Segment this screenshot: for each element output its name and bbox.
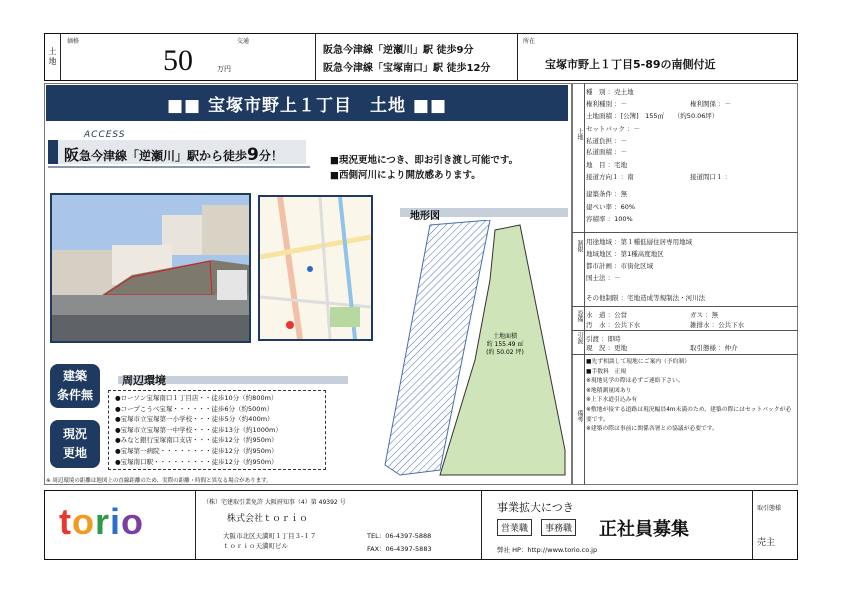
detail-row: 引渡 ：即時 (586, 335, 621, 343)
row-divider (572, 354, 798, 355)
detail-row: 水 道 ：公営 (586, 311, 628, 319)
environment-list (108, 390, 326, 470)
row-divider (572, 330, 798, 331)
detail-row: 都市計画 ：市街化区域 (586, 262, 654, 270)
tel: TEL：06-4397-5888 (367, 532, 432, 540)
detail-row: 種 別 ：売土地 (586, 88, 634, 96)
transport-line-1: 阪急今津線「逆瀬川」駅 徒歩9分 (323, 45, 474, 56)
detail-row: 用途地域 ：第１種低層住居専用地域 (586, 238, 693, 246)
building-badge-line2: 条件無 (56, 388, 93, 402)
detail-row: ガス ：無 (690, 311, 719, 319)
feature-2: ■西側河川により開放感あります。 (330, 170, 481, 181)
transport-line-2: 阪急今津線「宝塚南口」駅 徒歩12分 (323, 63, 491, 74)
vacant-badge-line1: 現況 (62, 426, 87, 441)
building-badge-line1: 建築 (62, 368, 87, 383)
company-name: 株式会社ｔｏｒｉｏ (227, 514, 309, 524)
site-photo (50, 193, 251, 343)
side-label-utility: 設備 (576, 310, 583, 322)
side-label-delivery: 引渡 (576, 332, 583, 344)
terrain-area-tsubo: (約 50.02 坪) (486, 349, 524, 356)
site-photo-image (52, 195, 249, 341)
detail-row: 建ぺい率 ：60% (586, 203, 636, 211)
access-line: 急今津線「逆瀬川」駅から徒歩 (79, 149, 248, 163)
location-label: 所在 (523, 38, 536, 45)
note-line: ※建築の際は事前に関係各署との協議が必要です。 (586, 426, 718, 433)
footnote: ※ 周辺環境の距離は地図上の直線距離のため、実際の距離・時間と異なる場合があります。 (46, 478, 272, 484)
address-line-2: ｔｏｒｉｏ天満町ビル (223, 542, 288, 550)
access-text (64, 144, 283, 165)
license-info: （株）宅建取引業免許 大阪府知事（4）第 49392 号 (203, 499, 346, 506)
note-line: ※敷地が接する道路は現況幅員4m未満のため、建築の際にはセットバックが必要です。 (586, 406, 792, 423)
access-prefix: 阪 (64, 146, 80, 164)
note-line: ※現地見学の際は必ずご連絡下さい。 (586, 378, 684, 385)
list-item: ●宝塚市立宝塚第一小学校・・・徒歩5分（約400m） (115, 415, 274, 424)
page-title: ■■ 宝塚市野上１丁目 土地 ■■ (46, 85, 568, 121)
detail-row: 私道負担 ：－ (586, 137, 628, 145)
row-divider (572, 232, 798, 233)
vacant-land-badge (50, 420, 100, 468)
note-line: ■手数料 正規 (586, 368, 627, 375)
detail-row: 権利関係 ：－ (690, 100, 732, 108)
fax: FAX：06-4397-5883 (367, 545, 432, 553)
terrain-area-sqm: 約 155.49 ㎡ (486, 341, 524, 348)
access-label: ACCESS (84, 130, 126, 140)
environment-title: 周辺環境 (122, 374, 166, 387)
footer-divider (195, 491, 196, 559)
detail-row: 汚 水 ：公共下水 (586, 321, 641, 329)
row-divider (572, 306, 798, 307)
vacant-badge-line2: 更地 (62, 446, 87, 460)
transaction-value: 売主 (757, 538, 776, 548)
detail-row: 地域地区 ：第1種高度地区 (586, 250, 664, 258)
feature-1: ■現況更地につき、即お引き渡し可能です。 (330, 155, 519, 166)
list-item: ●ローソン宝塚南口１丁目店・・徒歩10分（約800m） (115, 394, 278, 402)
header-divider (517, 34, 518, 80)
land-label-bottom: 地 (48, 57, 57, 66)
address-line-1: 大阪市北区天満町１丁目３-１７ (223, 532, 317, 540)
note-line: ■先ず相談して現地にご案内（予約制） (586, 359, 691, 365)
detail-row: 接道方向１ ：南 (586, 173, 634, 181)
side-label-restrict: 制限 (576, 240, 583, 252)
detail-row: セットバック ：－ (586, 125, 640, 133)
detail-row: 私道面積 ：－ (586, 148, 628, 156)
note-line: ※上下水道引込み有 (586, 397, 638, 404)
access-suffix: 分！ (258, 149, 283, 163)
footer-divider (752, 491, 753, 559)
detail-row: 権利種別 ：－ (586, 100, 628, 108)
header-bar (44, 33, 798, 81)
detail-row: 国土法 ：－ (586, 274, 621, 282)
detail-row: 地 目 ：宅地 (586, 161, 628, 169)
tag-sales: 営業職 (497, 519, 532, 536)
list-item: ●コープこうべ宝塚・・・・・・徒歩6分（約500m） (115, 404, 274, 413)
detail-row: 現 況 ：更地 (586, 344, 628, 352)
detail-row: 取引態様 ：仲介 (690, 344, 738, 352)
company-logo: torio (59, 501, 145, 542)
land-type-label (45, 34, 61, 80)
footer-divider (481, 491, 482, 559)
homepage[interactable]: 弊社 HP：http://www.torio.co.jp (497, 546, 598, 554)
header-divider (315, 34, 316, 80)
footer (44, 490, 798, 560)
side-label-land: 土地 (576, 128, 583, 140)
tag-office: 事務職 (541, 519, 576, 536)
detail-row: 接道間口１ ： (690, 173, 732, 181)
list-item: ●宝塚第一病院・・・・・・・・徒歩12分（約950m） (115, 446, 278, 455)
side-label-notes: 備考 (576, 410, 583, 422)
access-underline (48, 166, 310, 168)
terrain-title: 地形図 (410, 211, 440, 222)
recruit-main: 正社員募集 (599, 519, 689, 540)
notes-block (586, 358, 794, 435)
detail-row: 土地面積 ：[公簿] 155㎡ （約50.06坪） (586, 112, 719, 120)
price-label: 価格 (67, 38, 80, 45)
terrain-diagram (380, 220, 570, 480)
detail-row: 雑排水 ：公共下水 (690, 321, 745, 329)
note-line: ※地積測量図あり (586, 387, 632, 394)
list-item: ●宝塚南口駅・・・・・・・・・徒歩12分（約950m） (115, 457, 278, 466)
list-item: ●みなと銀行宝塚南口支店・・・徒歩12分（約950m） (115, 436, 278, 445)
details-divider (584, 83, 585, 485)
price-value: 50 (163, 44, 193, 77)
detail-row: 建築条件 ：無 (586, 190, 628, 198)
land-label-top: 土 (48, 47, 57, 57)
building-condition-badge (50, 364, 100, 408)
transaction-label: 取引態様 (757, 505, 782, 512)
transport-label: 交通 (237, 38, 250, 45)
access-minutes: 9 (247, 145, 259, 165)
detail-row: その他制限 ：宅地造成等規制法・河川法 (586, 294, 706, 302)
location-value: 宝塚市野上１丁目5-89の南側付近 (545, 58, 716, 71)
price-unit: 万円 (217, 65, 231, 73)
terrain-svg (380, 220, 570, 480)
list-item: ●宝塚市立宝塚第一中学校・・・徒歩13分（約1000m） (115, 425, 282, 434)
area-map (258, 195, 373, 341)
area-map-image (260, 197, 371, 339)
terrain-area-label: 土地面積 (492, 333, 518, 340)
detail-row: 容積率 ：100% (586, 215, 633, 223)
recruit-header: 事業拡大につき (497, 501, 574, 514)
